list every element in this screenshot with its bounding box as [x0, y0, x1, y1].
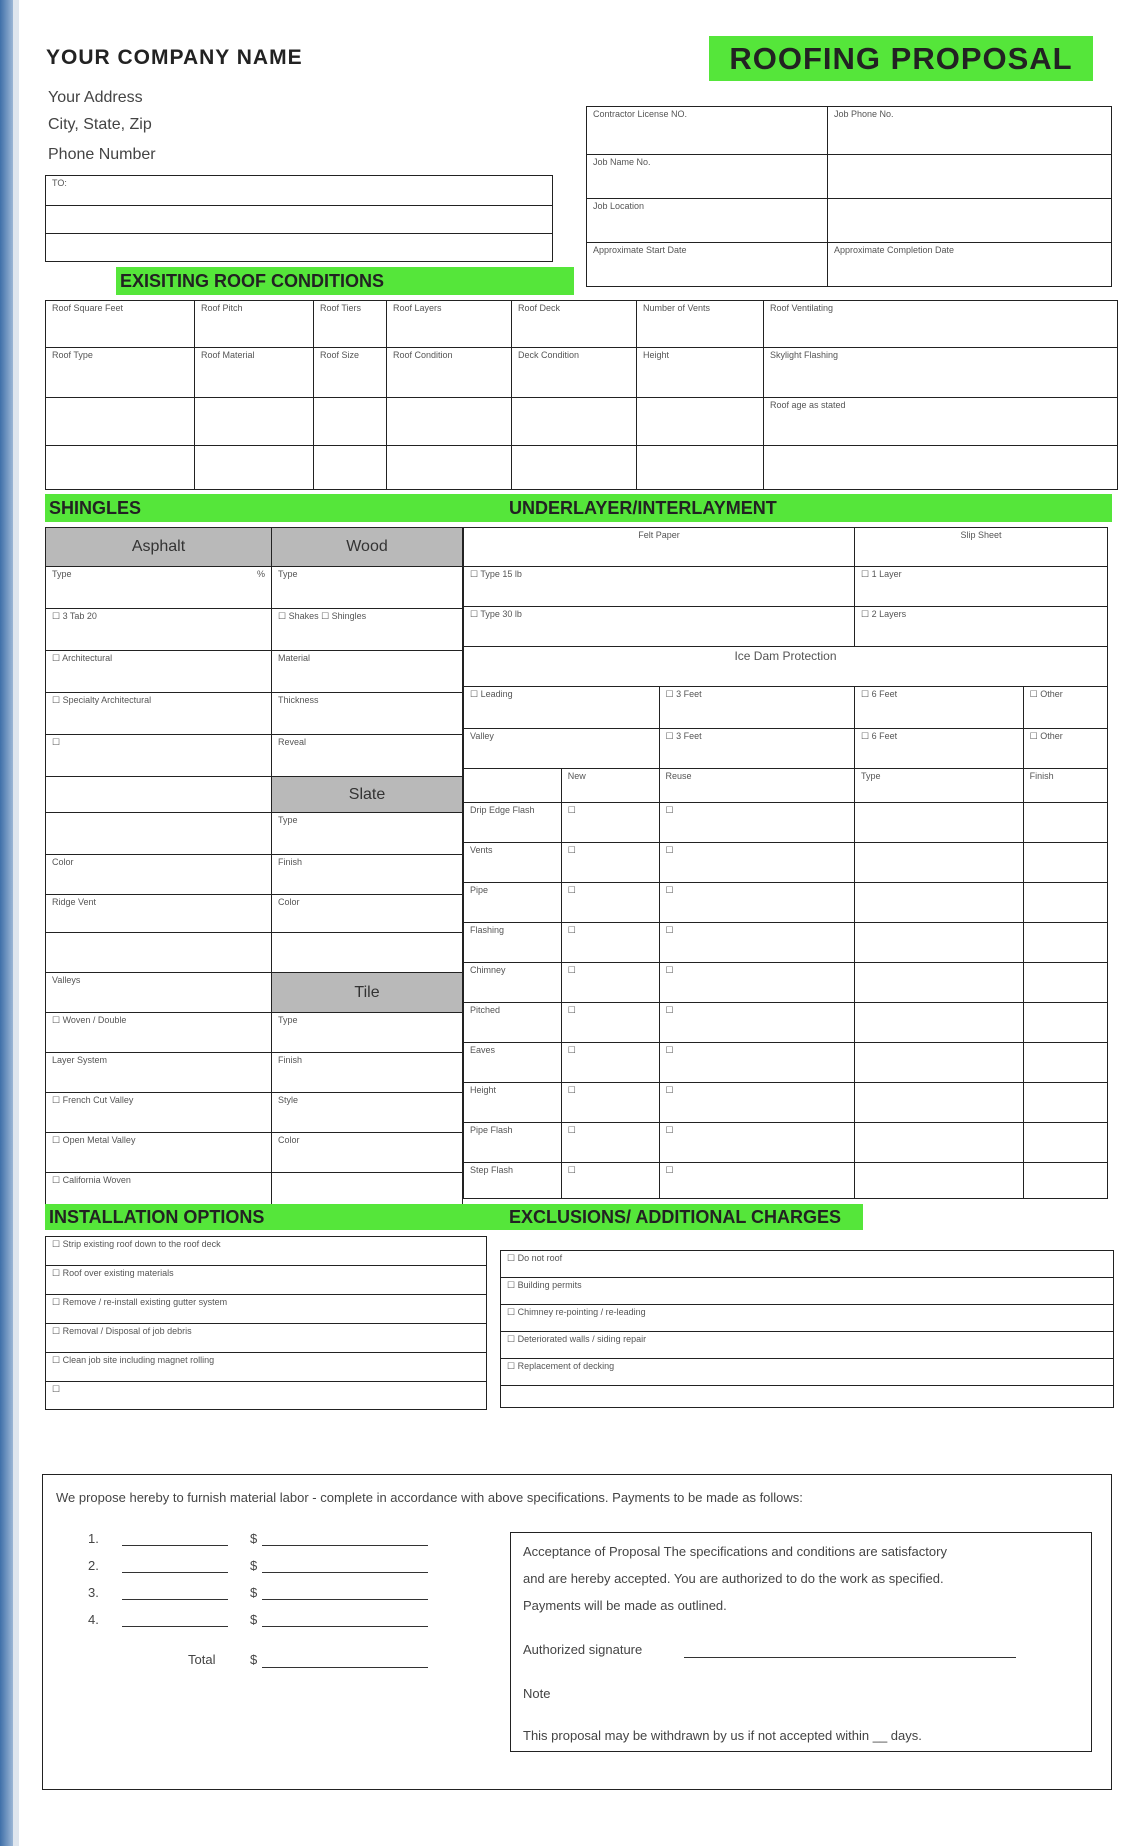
asphalt-ridge[interactable]: Ridge Vent [46, 895, 272, 933]
tile-style[interactable]: Style [272, 1093, 463, 1133]
ice-valley-other[interactable]: ☐ Other [1023, 729, 1107, 769]
dollar-sign: $ [250, 1612, 258, 1627]
options-bar [45, 1204, 863, 1230]
slip-sheet-header: Slip Sheet [855, 528, 1108, 567]
existing-cell[interactable] [387, 398, 512, 446]
check-new[interactable]: ☐ [561, 1123, 659, 1163]
exclusions-heading: EXCLUSIONS/ ADDITIONAL CHARGES [509, 1207, 842, 1227]
type-cell[interactable] [855, 803, 1024, 843]
existing-cell[interactable]: Roof Deck [512, 301, 637, 348]
existing-cell[interactable] [195, 446, 314, 490]
wood-type[interactable]: Type [272, 567, 463, 609]
to-line-3[interactable] [46, 234, 553, 262]
acceptance-line-3: Payments will be made as outlined. [523, 1598, 727, 1613]
check-reuse[interactable]: ☐ [659, 1083, 855, 1123]
type-label: Type [52, 569, 72, 579]
payment-desc-line[interactable] [122, 1572, 228, 1573]
type-cell[interactable] [855, 923, 1024, 963]
existing-cell[interactable] [387, 446, 512, 490]
type-cell[interactable] [855, 1163, 1024, 1199]
wood-shakes[interactable]: ☐ Shakes ☐ Shingles [272, 609, 463, 651]
job-location-cell[interactable]: Job Location [587, 199, 828, 243]
to-label: TO: [46, 176, 553, 206]
existing-cell[interactable] [195, 398, 314, 446]
wood-thickness[interactable]: Thickness [272, 693, 463, 735]
acceptance-line-1: Acceptance of Proposal The specifications and conditions are satisfactory [523, 1544, 947, 1559]
existing-cell[interactable]: Deck Condition [512, 348, 637, 398]
completion-date-cell[interactable]: Approximate Completion Date [828, 243, 1112, 287]
payment-amount-line[interactable] [262, 1572, 428, 1573]
check-new[interactable]: ☐ [561, 1043, 659, 1083]
check-new[interactable]: ☐ [561, 883, 659, 923]
check-reuse[interactable]: ☐ [659, 1003, 855, 1043]
existing-cell[interactable] [637, 446, 764, 490]
acceptance-line-2: and are hereby accepted. You are authorized to do the work as specified. [523, 1571, 944, 1586]
withdraw-text: This proposal may be withdrawn by us if not accepted within __ days. [523, 1728, 922, 1743]
tile-header: Tile [272, 973, 463, 1013]
exclusions-table [500, 1250, 1114, 1408]
valleys-label: Valleys [46, 973, 272, 1013]
document-title: ROOFING PROPOSAL [709, 36, 1093, 81]
exclusion-item[interactable]: ☐ Chimney re-pointing / re-leading [501, 1305, 1114, 1332]
felt-paper-header: Felt Paper [464, 528, 855, 567]
asphalt-color[interactable]: Color [46, 855, 272, 895]
underlayer-table [463, 527, 1108, 1199]
finish-cell[interactable] [1023, 923, 1107, 963]
company-phone: Phone Number [48, 146, 156, 163]
type-cell[interactable] [855, 1083, 1024, 1123]
existing-cell[interactable] [46, 446, 195, 490]
check-reuse[interactable]: ☐ [659, 963, 855, 1003]
existing-cell[interactable]: Number of Vents [637, 301, 764, 348]
existing-cell[interactable]: Roof Size [314, 348, 387, 398]
percent-label: % [256, 569, 265, 579]
wood-material[interactable]: Material [272, 651, 463, 693]
slate-header: Slate [272, 777, 463, 813]
existing-cell[interactable]: Height [637, 348, 764, 398]
job-name-cell[interactable]: Job Name No. [587, 155, 828, 199]
flash-item: Drip Edge Flash [464, 803, 562, 843]
valley-woven[interactable]: ☐ Woven / Double [46, 1013, 272, 1053]
total-label: Total [188, 1652, 216, 1667]
finish-cell[interactable] [1023, 1163, 1107, 1199]
shingles-table [45, 527, 463, 1209]
existing-roof-table [45, 300, 1118, 490]
col-finish: Finish [1023, 769, 1107, 803]
finish-cell[interactable] [1023, 1083, 1107, 1123]
ice-leading-6ft[interactable]: ☐ 6 Feet [855, 687, 1024, 729]
exclusion-item[interactable]: ☐ Replacement of decking [501, 1359, 1114, 1386]
window-frame-border [13, 0, 19, 1846]
asphalt-type[interactable] [46, 567, 272, 609]
flash-item: Height [464, 1083, 562, 1123]
valley-french-cut[interactable]: ☐ French Cut Valley [46, 1093, 272, 1133]
ice-leading-3ft[interactable]: ☐ 3 Feet [659, 687, 855, 729]
slate-color[interactable]: Color [272, 895, 463, 933]
wood-reveal[interactable]: Reveal [272, 735, 463, 777]
payment-num: 3. [88, 1585, 99, 1600]
existing-cell[interactable]: Roof Layers [387, 301, 512, 348]
exclusion-item-blank[interactable] [501, 1386, 1114, 1408]
flash-item: Step Flash [464, 1163, 562, 1199]
slip-2layers[interactable]: ☐ 2 Layers [855, 607, 1108, 647]
existing-cell[interactable]: Roof Square Feet [46, 301, 195, 348]
slate-blank[interactable] [272, 933, 463, 973]
existing-side-cell[interactable]: Roof Ventilating [764, 301, 1118, 348]
note-label: Note [523, 1686, 551, 1701]
type-cell[interactable] [855, 1003, 1024, 1043]
asphalt-header: Asphalt [46, 528, 272, 567]
check-new[interactable]: ☐ [561, 843, 659, 883]
total-dollar-sign: $ [250, 1652, 258, 1667]
asphalt-specialty[interactable]: ☐ Specialty Architectural [46, 693, 272, 735]
propose-text: We propose hereby to furnish material labor - complete in accordance with above specifications. Payments to be made as follows: [56, 1490, 803, 1505]
check-new[interactable]: ☐ [561, 1083, 659, 1123]
type-cell[interactable] [855, 963, 1024, 1003]
underlayer-heading: UNDERLAYER/INTERLAYMENT [509, 498, 777, 518]
start-date-cell[interactable]: Approximate Start Date [587, 243, 828, 287]
flash-item: Pipe Flash [464, 1123, 562, 1163]
valley-open-metal[interactable]: ☐ Open Metal Valley [46, 1133, 272, 1173]
installation-option[interactable]: ☐ Roof over existing materials [46, 1266, 487, 1295]
felt-type30[interactable]: ☐ Type 30 lb [464, 607, 855, 647]
valley-layer-system[interactable]: Layer System [46, 1053, 272, 1093]
ice-leading-other[interactable]: ☐ Other [1023, 687, 1107, 729]
payment-desc-line[interactable] [122, 1599, 228, 1600]
payment-amount-line[interactable] [262, 1599, 428, 1600]
ice-valley[interactable]: Valley [464, 729, 660, 769]
existing-side-cell[interactable]: Skylight Flashing [764, 348, 1118, 398]
existing-roof-heading: EXISITING ROOF CONDITIONS [116, 267, 574, 295]
installation-option[interactable]: ☐ Remove / re-install existing gutter system [46, 1295, 487, 1324]
payment-num: 1. [88, 1531, 99, 1546]
type-cell[interactable] [855, 843, 1024, 883]
finish-cell[interactable] [1023, 1003, 1107, 1043]
check-new[interactable]: ☐ [561, 1163, 659, 1199]
flashing-blank [464, 769, 562, 803]
existing-cell[interactable] [314, 446, 387, 490]
existing-cell[interactable]: Roof Pitch [195, 301, 314, 348]
ice-valley-6ft[interactable]: ☐ 6 Feet [855, 729, 1024, 769]
slip-1layer[interactable]: ☐ 1 Layer [855, 567, 1108, 607]
existing-cell[interactable] [637, 398, 764, 446]
installation-table [45, 1236, 487, 1410]
payment-amount-line[interactable] [262, 1626, 428, 1627]
company-address: Your Address [48, 89, 143, 106]
tile-finish[interactable]: Finish [272, 1053, 463, 1093]
payment-num: 4. [88, 1612, 99, 1627]
existing-cell[interactable]: Roof Condition [387, 348, 512, 398]
dollar-sign: $ [250, 1585, 258, 1600]
existing-cell[interactable] [512, 446, 637, 490]
existing-cell[interactable] [314, 398, 387, 446]
company-name: YOUR COMPANY NAME [46, 46, 303, 69]
check-new[interactable]: ☐ [561, 803, 659, 843]
payment-amount-line[interactable] [262, 1545, 428, 1546]
flash-item: Pipe [464, 883, 562, 923]
finish-cell[interactable] [1023, 883, 1107, 923]
ice-valley-3ft[interactable]: ☐ 3 Feet [659, 729, 855, 769]
felt-type15[interactable]: ☐ Type 15 lb [464, 567, 855, 607]
ice-leading[interactable]: ☐ Leading [464, 687, 660, 729]
finish-cell[interactable] [1023, 1043, 1107, 1083]
job-phone-cell[interactable]: Job Phone No. [828, 107, 1112, 155]
asphalt-blank-line[interactable] [46, 777, 272, 813]
exclusion-item[interactable]: ☐ Deteriorated walls / siding repair [501, 1332, 1114, 1359]
installation-option[interactable]: ☐ Strip existing roof down to the roof deck [46, 1237, 487, 1266]
installation-option[interactable]: ☐ Removal / Disposal of job debris [46, 1324, 487, 1353]
to-line-2[interactable] [46, 206, 553, 234]
finish-cell[interactable] [1023, 803, 1107, 843]
finish-cell[interactable] [1023, 843, 1107, 883]
contractor-license-cell[interactable]: Contractor License NO. [587, 107, 828, 155]
company-city-state-zip: City, State, Zip [48, 116, 152, 133]
asphalt-blank-line[interactable] [46, 933, 272, 973]
existing-cell[interactable]: Roof Material [195, 348, 314, 398]
slate-finish[interactable]: Finish [272, 855, 463, 895]
flash-item: Chimney [464, 963, 562, 1003]
installation-heading: INSTALLATION OPTIONS [49, 1207, 265, 1227]
col-reuse: Reuse [659, 769, 855, 803]
job-name-value[interactable] [828, 155, 1112, 199]
check-reuse[interactable]: ☐ [659, 843, 855, 883]
existing-cell[interactable]: Roof Type [46, 348, 195, 398]
tile-color[interactable]: Color [272, 1133, 463, 1173]
check-reuse[interactable]: ☐ [659, 1043, 855, 1083]
type-cell[interactable] [855, 883, 1024, 923]
exclusion-item[interactable]: ☐ Building permits [501, 1278, 1114, 1305]
to-table [45, 175, 553, 262]
type-cell[interactable] [855, 1043, 1024, 1083]
check-reuse[interactable]: ☐ [659, 1163, 855, 1199]
shingles-underlayer-bar [45, 494, 1112, 522]
check-reuse[interactable]: ☐ [659, 1123, 855, 1163]
dollar-sign: $ [250, 1531, 258, 1546]
check-reuse[interactable]: ☐ [659, 803, 855, 843]
flash-item: Flashing [464, 923, 562, 963]
shingles-heading: SHINGLES [49, 498, 142, 518]
existing-cell[interactable] [512, 398, 637, 446]
window-frame-edge [0, 0, 13, 1846]
check-reuse[interactable]: ☐ [659, 883, 855, 923]
payment-num: 2. [88, 1558, 99, 1573]
type-cell[interactable] [855, 1123, 1024, 1163]
ice-dam-header: Ice Dam Protection [464, 647, 1108, 687]
finish-cell[interactable] [1023, 1123, 1107, 1163]
existing-cell[interactable]: Roof Tiers [314, 301, 387, 348]
asphalt-architectural[interactable]: ☐ Architectural [46, 651, 272, 693]
exclusion-item[interactable]: ☐ Do not roof [501, 1251, 1114, 1278]
total-amount-line[interactable] [262, 1667, 428, 1668]
flash-item: Pitched [464, 1003, 562, 1043]
asphalt-blank-check[interactable]: ☐ [46, 735, 272, 777]
flash-item: Eaves [464, 1043, 562, 1083]
tile-type[interactable]: Type [272, 1013, 463, 1053]
asphalt-3tab[interactable]: ☐ 3 Tab 20 [46, 609, 272, 651]
installation-option[interactable]: ☐ Clean job site including magnet rolling [46, 1353, 487, 1382]
dollar-sign: $ [250, 1558, 258, 1573]
job-info-table [586, 106, 1112, 287]
signature-label: Authorized signature [523, 1642, 643, 1657]
payment-desc-line[interactable] [122, 1626, 228, 1627]
flash-item: Vents [464, 843, 562, 883]
payment-desc-line[interactable] [122, 1545, 228, 1546]
check-reuse[interactable]: ☐ [659, 923, 855, 963]
slate-type[interactable]: Type [272, 813, 463, 855]
existing-cell[interactable] [46, 398, 195, 446]
valley-california[interactable]: ☐ California Woven [46, 1173, 272, 1209]
asphalt-blank-line[interactable] [46, 813, 272, 855]
installation-option[interactable]: ☐ [46, 1382, 487, 1410]
finish-cell[interactable] [1023, 963, 1107, 1003]
existing-side-cell[interactable] [764, 446, 1118, 490]
check-new[interactable]: ☐ [561, 963, 659, 1003]
existing-side-cell[interactable]: Roof age as stated [764, 398, 1118, 446]
job-location-value[interactable] [828, 199, 1112, 243]
check-new[interactable]: ☐ [561, 1003, 659, 1043]
check-new[interactable]: ☐ [561, 923, 659, 963]
col-type: Type [855, 769, 1024, 803]
wood-header: Wood [272, 528, 463, 567]
col-new: New [561, 769, 659, 803]
signature-line[interactable] [684, 1657, 1016, 1658]
